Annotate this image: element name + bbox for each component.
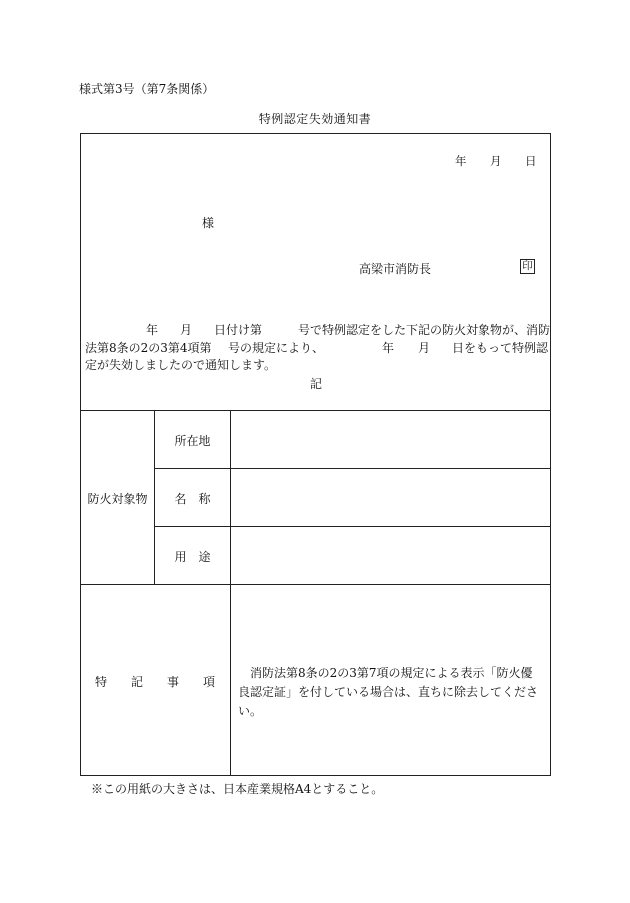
document-title: 特例認定失効通知書 [258, 112, 372, 126]
remarks-label: 特 記 事 項 [94, 675, 215, 689]
row-line-2 [154, 526, 551, 527]
row-label-name: 名 称 [174, 492, 211, 506]
body-l1-month: 月 [180, 323, 193, 337]
body-l2-year: 年 [382, 341, 395, 355]
group-label: 防火対象物 [87, 492, 148, 506]
body-l3-text: 定が失効しましたので通知します。 [85, 358, 277, 372]
body-l2-text-end: 日をもって特例認 [452, 341, 549, 355]
form-number: 様式第3号（第7条関係） [79, 82, 215, 96]
row-label-location: 所在地 [174, 434, 211, 448]
row-label-usage: 用 途 [174, 550, 211, 564]
seal-mark: 印 [520, 259, 535, 274]
remarks-text: 消防法第8条の2の3第7項の規定による表示「防火優良認定証」を付している場合は、直ちに除去してください。 [238, 666, 539, 718]
row-line-3 [80, 584, 551, 585]
body-l1-date-suffix: 日付け第 [214, 323, 263, 337]
ki-marker: 記 [310, 377, 323, 391]
date-year: 年 [455, 154, 467, 168]
row-line-1 [154, 468, 551, 469]
body-l2-no-suffix: 号の規定により、 [228, 341, 325, 355]
table-top-line [80, 410, 551, 411]
body-l1-year: 年 [146, 323, 159, 337]
value-divider-line [230, 410, 231, 776]
addressee-suffix: 様 [202, 216, 215, 230]
date-month: 月 [490, 154, 502, 168]
body-l2-text: 法第8条の2の3第4項第 [85, 341, 212, 355]
issuer-name: 高梁市消防長 [359, 262, 432, 276]
footnote: ※この用紙の大きさは、日本産業規格A4とすること。 [91, 782, 384, 796]
date-day: 日 [525, 154, 537, 168]
body-l2-month: 月 [418, 341, 431, 355]
body-l1-text: 号で特例認定をした下記の防火対象物が、消防 [298, 323, 551, 337]
